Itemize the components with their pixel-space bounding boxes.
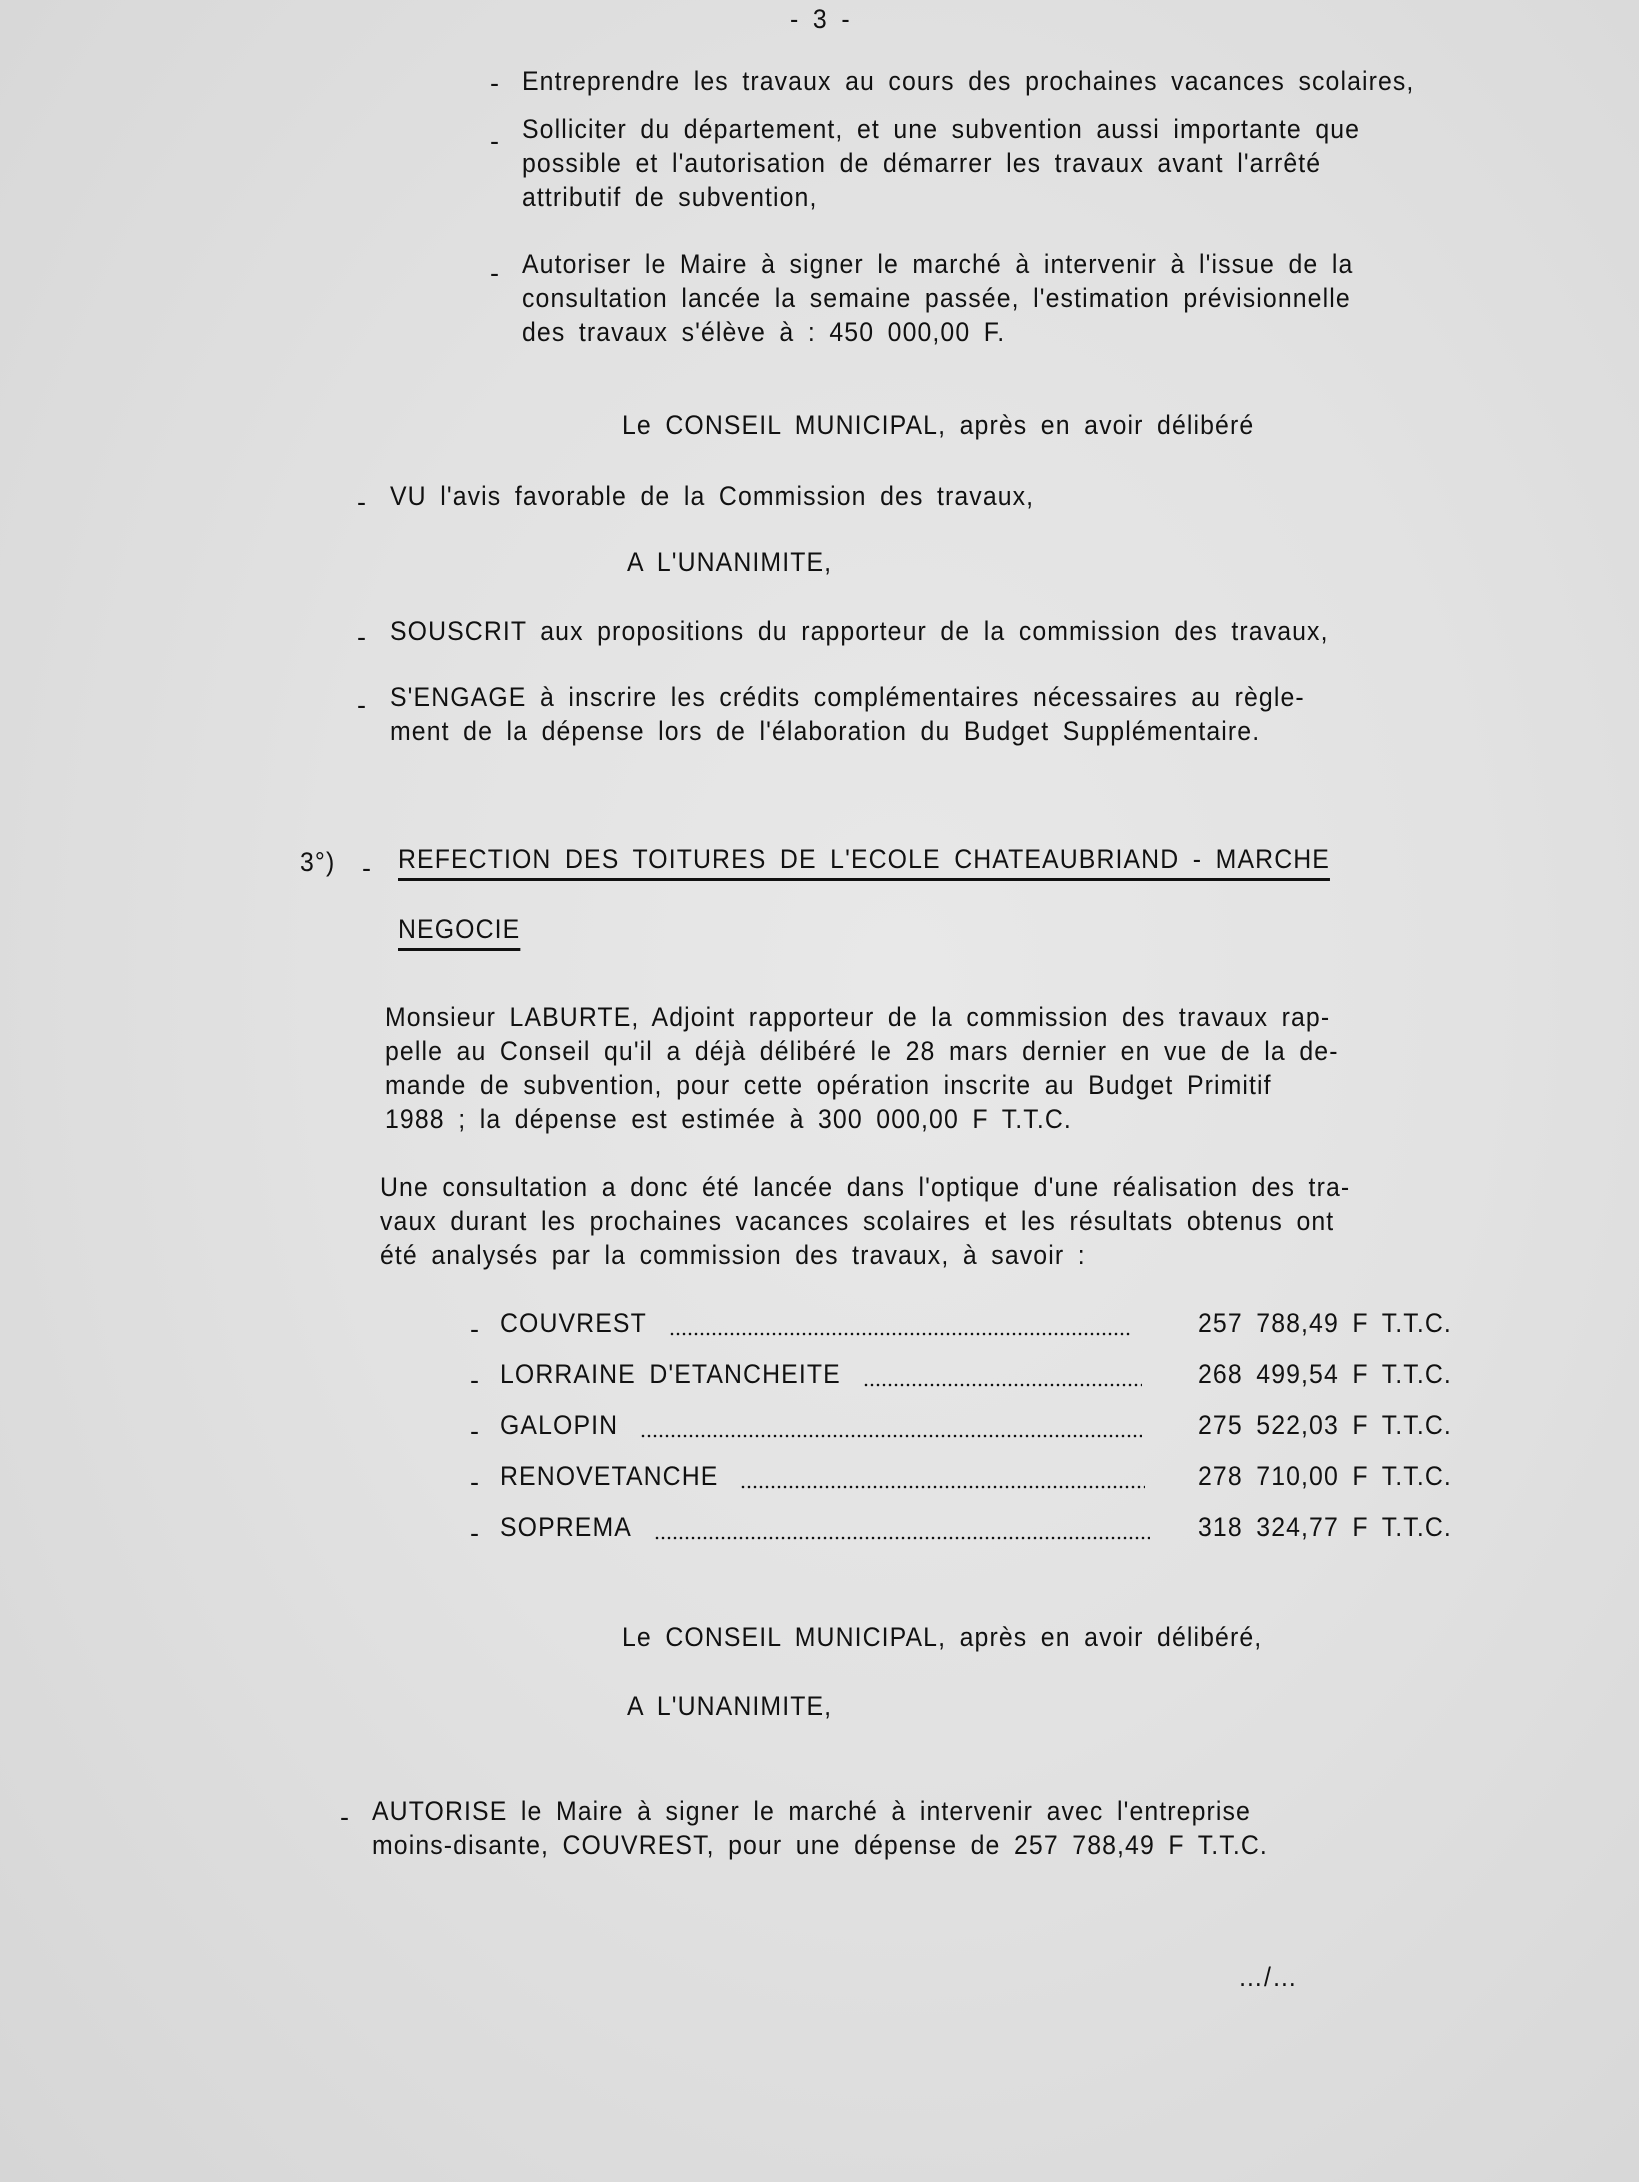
council-preamble: Le CONSEIL MUNICIPAL, après en avoir délibéré [622, 410, 1255, 440]
council-preamble-2: Le CONSEIL MUNICIPAL, après en avoir délibéré, [622, 1622, 1263, 1652]
intro-bullet-1: Entreprendre les travaux au cours des prochaines vacances scolaires, [522, 66, 1415, 96]
bid-dash: - [470, 1365, 479, 1395]
bid-amount: 257 788,49 F T.T.C. [1198, 1308, 1452, 1338]
bid-company: GALOPIN [500, 1410, 619, 1440]
bid-company: SOPREMA [500, 1512, 632, 1542]
section-number: 3°) [300, 847, 336, 877]
vote-result-2: A L'UNANIMITE, [627, 1691, 833, 1721]
bid-leader-dots [863, 1383, 1142, 1387]
report-paragraph: Monsieur LABURTE, Adjoint rapporteur de la commission des travaux rap- pelle au Conseil qu'il a déjà délibéré le 28 mars dernier en vue de la de- mande de subvention, pour cette opération inscrite au Budget Primitif 1988 ; la dépense est estimée à 300 000,00 F T.T.C. [385, 1002, 1339, 1134]
bid-dash: - [470, 1314, 479, 1344]
bid-leader-dots [740, 1485, 1145, 1489]
vote-result: A L'UNANIMITE, [627, 547, 833, 577]
bid-amount: 275 522,03 F T.T.C. [1198, 1410, 1452, 1440]
intro-bullet-3: Autoriser le Maire à signer le marché à intervenir à l'issue de la consultation lancée la semaine passée, l'estimation prévisionnelle des travaux s'élève à : 450 000,00 F. [522, 249, 1354, 347]
bullet-dash: - [490, 68, 499, 98]
vu-clause: VU l'avis favorable de la Commission des travaux, [390, 481, 1035, 511]
bid-company: COUVREST [500, 1308, 647, 1338]
authorisation-decision: AUTORISE le Maire à signer le marché à intervenir avec l'entreprise moins-disante, COUVREST, pour une dépense de 257 788,49 F T.T.C. [372, 1796, 1268, 1860]
bid-leader-dots [669, 1332, 1132, 1336]
consultation-paragraph: Une consultation a donc été lancée dans l'optique d'une réalisation des tra- vaux durant les prochaines vacances scolaires et les résultats obtenus ont été analysés par la commission des travaux, à savoir : [380, 1172, 1351, 1270]
bid-leader-dots [640, 1434, 1142, 1438]
bid-company: RENOVETANCHE [500, 1461, 719, 1491]
bid-company: LORRAINE D'ETANCHEITE [500, 1359, 841, 1389]
bid-amount: 268 499,54 F T.T.C. [1198, 1359, 1452, 1389]
bid-dash: - [470, 1416, 479, 1446]
bullet-dash: - [340, 1802, 349, 1832]
intro-bullet-2: Solliciter du département, et une subvention aussi importante que possible et l'autorisation de démarrer les travaux avant l'arrêté attributif de subvention, [522, 114, 1361, 212]
bid-leader-dots [654, 1536, 1150, 1540]
bullet-dash: - [357, 622, 366, 652]
section-title-line2: NEGOCIE [398, 912, 520, 946]
bullet-dash: - [490, 126, 499, 156]
heading-dash: - [362, 853, 371, 883]
bullet-dash: - [490, 258, 499, 288]
bid-dash: - [470, 1467, 479, 1497]
decision1-item-2: S'ENGAGE à inscrire les crédits complémentaires nécessaires au règle- ment de la dépense lors de l'élaboration du Budget Supplémentaire. [390, 682, 1305, 746]
decision1-item-1: SOUSCRIT aux propositions du rapporteur de la commission des travaux, [390, 616, 1329, 646]
continuation-mark: …/… [1238, 1962, 1298, 1992]
bullet-dash: - [357, 487, 366, 517]
bid-amount: 318 324,77 F T.T.C. [1198, 1512, 1452, 1542]
bid-dash: - [470, 1518, 479, 1548]
bid-amount: 278 710,00 F T.T.C. [1198, 1461, 1452, 1491]
section-title-line1: REFECTION DES TOITURES DE L'ECOLE CHATEAUBRIAND - MARCHE [398, 842, 1330, 876]
bullet-dash: - [357, 690, 366, 720]
page-number: - 3 - [790, 4, 851, 34]
